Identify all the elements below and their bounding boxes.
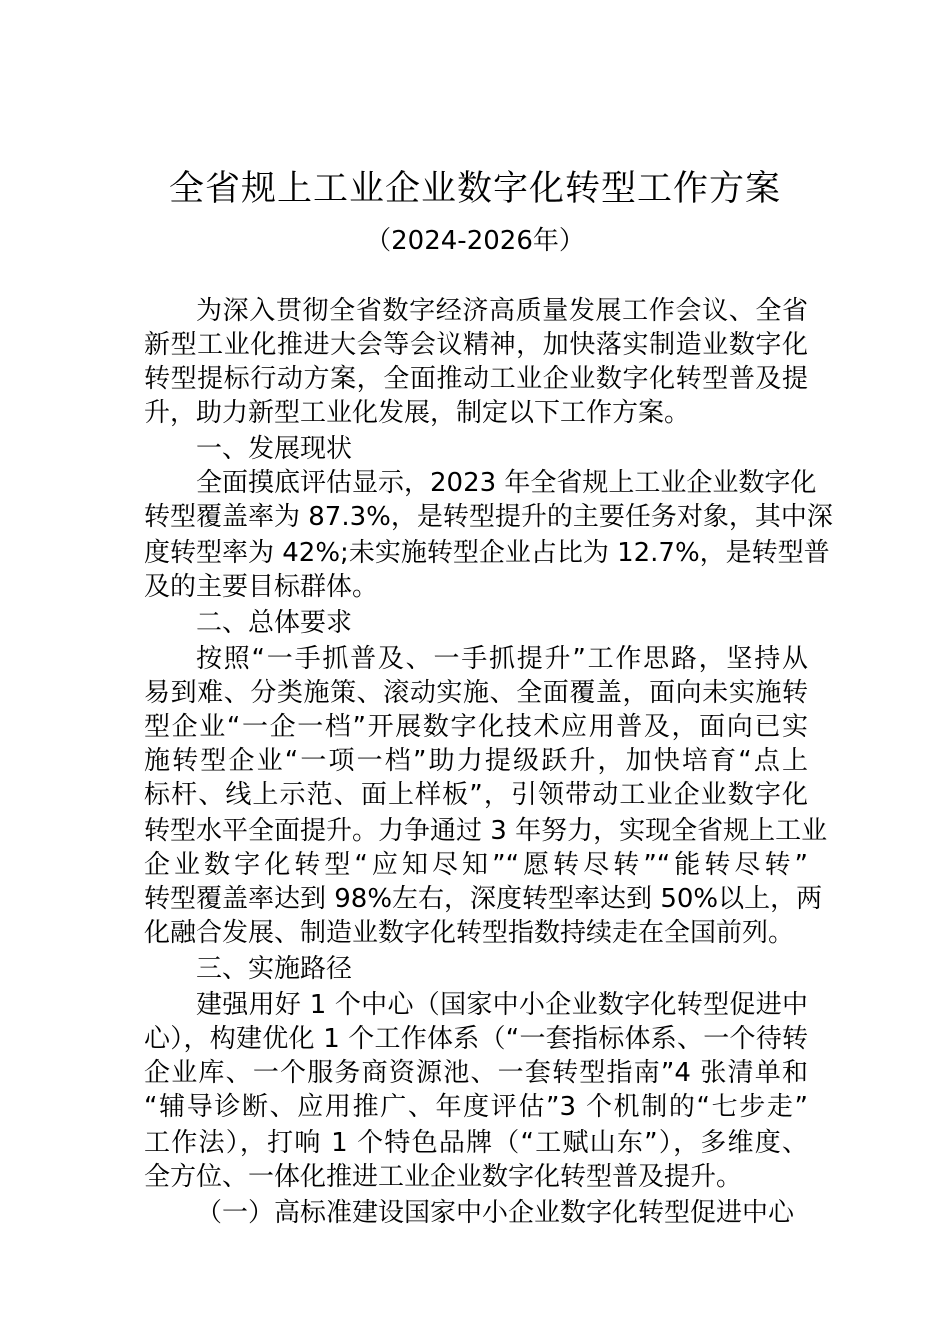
- document-title: 全省规上工业企业数字化转型工作方案: [168, 169, 781, 209]
- paragraph-line: 转型提标行动方案，全面推动工业企业数字化转型普及提: [144, 364, 808, 394]
- section-heading: 三、实施路径: [196, 954, 353, 984]
- paragraph-line: 企业库、一个服务商资源池、一套转型指南”4 张清单和: [144, 1058, 808, 1088]
- paragraph-line: 按照“一手抓普及、一手抓提升”工作思路，坚持从: [196, 644, 808, 674]
- paragraph-line: 工作法），打响 1 个特色品牌（“工赋山东”），多维度、: [144, 1128, 808, 1158]
- section-heading: 二、总体要求: [196, 608, 353, 638]
- section-heading: 一、发展现状: [196, 434, 353, 464]
- paragraph-line: 施转型企业“一项一档”助力提级跃升，加快培育“点上: [144, 746, 808, 776]
- paragraph-line: 建强用好 1 个中心（国家中小企业数字化转型促进中: [196, 990, 808, 1020]
- paragraph-line: 全方位、一体化推进工业企业数字化转型普及提升。: [144, 1162, 743, 1192]
- paragraph-line: 转型覆盖率达到 98%左右，深度转型率达到 50%以上，两: [144, 884, 823, 914]
- paragraph-line: 心），构建优化 1 个工作体系（“一套指标体系、一个待转: [144, 1024, 808, 1054]
- paragraph-line: 度转型率为 42%;未实施转型企业占比为 12.7%，是转型普: [144, 538, 830, 568]
- paragraph-line: “辅导诊断、应用推广、年度评估”3 个机制的“七步走”: [144, 1092, 808, 1122]
- paragraph-line: 全面摸底评估显示，2023 年全省规上工业企业数字化: [196, 468, 817, 498]
- paragraph-line: 转型水平全面提升。力争通过 3 年努力，实现全省规上工业: [144, 816, 828, 846]
- paragraph-line: 标杆、线上示范、面上样板”，引领带动工业企业数字化: [144, 780, 808, 810]
- paragraph-line: 为深入贯彻全省数字经济高质量发展工作会议、全省: [196, 296, 808, 326]
- paragraph-line: 及的主要目标群体。: [144, 572, 379, 602]
- paragraph-line: 化融合发展、制造业数字化转型指数持续走在全国前列。: [144, 918, 795, 948]
- paragraph-line: 易到难、分类施策、滚动实施、全面覆盖，面向未实施转: [144, 678, 808, 708]
- subsection-heading: （一）高标准建设国家中小企业数字化转型促进中心: [196, 1198, 795, 1228]
- paragraph-line: 企业数字化转型“应知尽知”“愿转尽转”“能转尽转”: [144, 850, 808, 880]
- paragraph-line: 新型工业化推进大会等会议精神，加快落实制造业数字化: [144, 330, 808, 360]
- document-subtitle: （2024-2026年）: [365, 226, 585, 256]
- paragraph-line: 转型覆盖率为 87.3%，是转型提升的主要任务对象，其中深: [144, 502, 833, 532]
- paragraph-line: 型企业“一企一档”开展数字化技术应用普及，面向已实: [144, 712, 808, 742]
- paragraph-line: 升，助力新型工业化发展，制定以下工作方案。: [144, 398, 691, 428]
